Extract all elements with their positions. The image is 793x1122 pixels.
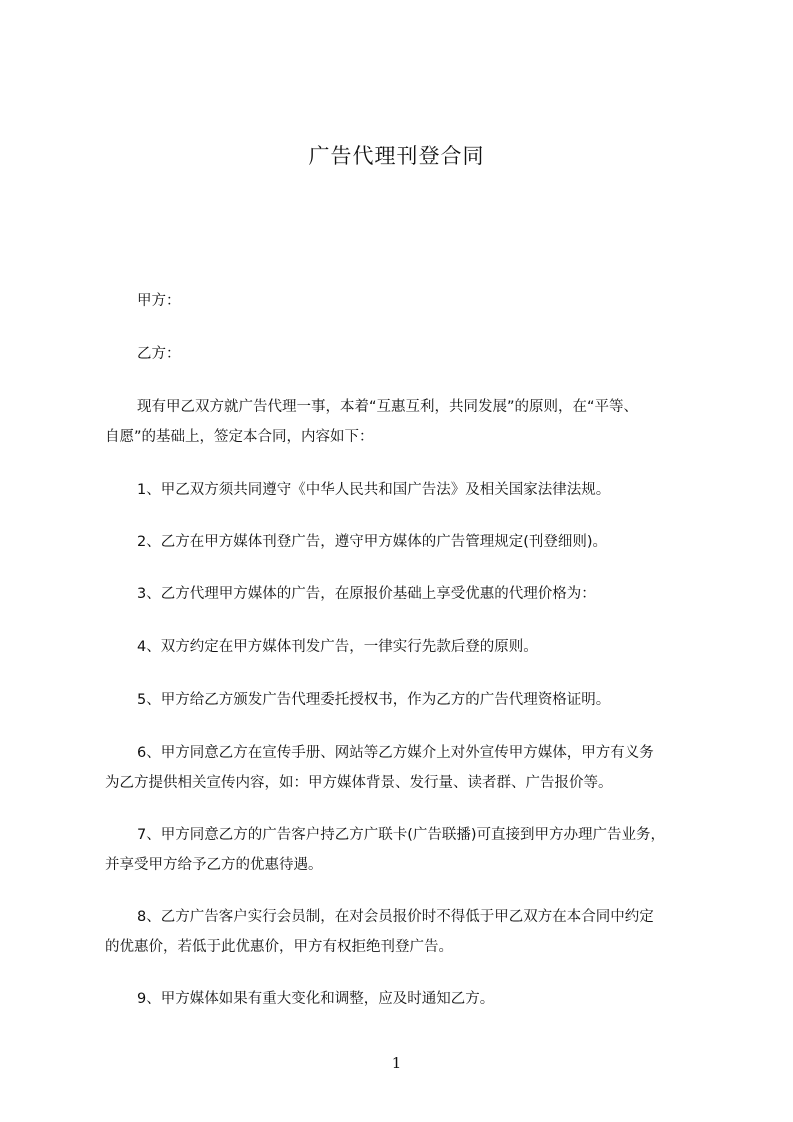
clause-9-line-1: 9、甲方媒体如果有重大变化和调整，应及时通知乙方。 <box>137 991 495 1007</box>
page-number: 1 <box>391 1054 402 1072</box>
clause-1-line-1: 1、甲乙双方须共同遵守《中华人民共和国广告法》及相关国家法律法规。 <box>137 482 611 498</box>
document-title: 广告代理刊登合同 <box>308 144 485 168</box>
clause-5-line-1: 5、甲方给乙方颁发广告代理委托授权书，作为乙方的广告代理资格证明。 <box>137 692 611 708</box>
clause-3-line-1: 3、乙方代理甲方媒体的广告，在原报价基础上享受优惠的代理价格为： <box>137 586 596 602</box>
party-b-label <box>105 339 715 369</box>
clause-2 <box>105 527 715 557</box>
clause-1 <box>105 475 715 505</box>
clause-7 <box>105 820 715 880</box>
clause-6-line-2: 为乙方提供相关宣传内容，如：甲方媒体背景、发行量、读者群、广告报价等。 <box>105 775 613 791</box>
clause-9 <box>105 984 715 1014</box>
intro-line-2: 自愿”的基础上，签定本合同，内容如下： <box>105 429 374 445</box>
clause-7-line-2: 并享受甲方给予乙方的优惠待遇。 <box>105 857 323 873</box>
clause-4-line-1: 4、双方约定在甲方媒体刊发广告，一律实行先款后登的原则。 <box>137 639 538 655</box>
clause-7-line-1: 7、甲方同意乙方的广告客户持乙方广联卡(广告联播)可直接到甲方办理广告业务， <box>137 827 666 843</box>
clause-8 <box>105 902 715 962</box>
intro-line-1: 现有甲乙双方就广告代理一事，本着“互惠互利，共同发展”的原则，在“平等、 <box>137 399 639 415</box>
clause-5 <box>105 685 715 715</box>
party-b-text: 乙方： <box>137 346 181 362</box>
intro-paragraph <box>105 392 715 452</box>
clause-4 <box>105 632 715 662</box>
clause-2-line-1: 2、乙方在甲方媒体刊登广告，遵守甲方媒体的广告管理规定(刊登细则)。 <box>137 534 608 550</box>
clause-6-line-1: 6、甲方同意乙方在宣传手册、网站等乙方媒介上对外宣传甲方媒体，甲方有义务 <box>137 745 654 761</box>
party-a-text: 甲方： <box>137 293 181 309</box>
clause-6 <box>105 738 715 798</box>
clause-8-line-2: 的优惠价，若低于此优惠价，甲方有权拒绝刊登广告。 <box>105 939 453 955</box>
clause-3 <box>105 579 715 609</box>
party-a-label <box>105 286 715 316</box>
clause-8-line-1: 8、乙方广告客户实行会员制，在对会员报价时不得低于甲乙双方在本合同中约定 <box>137 909 654 925</box>
